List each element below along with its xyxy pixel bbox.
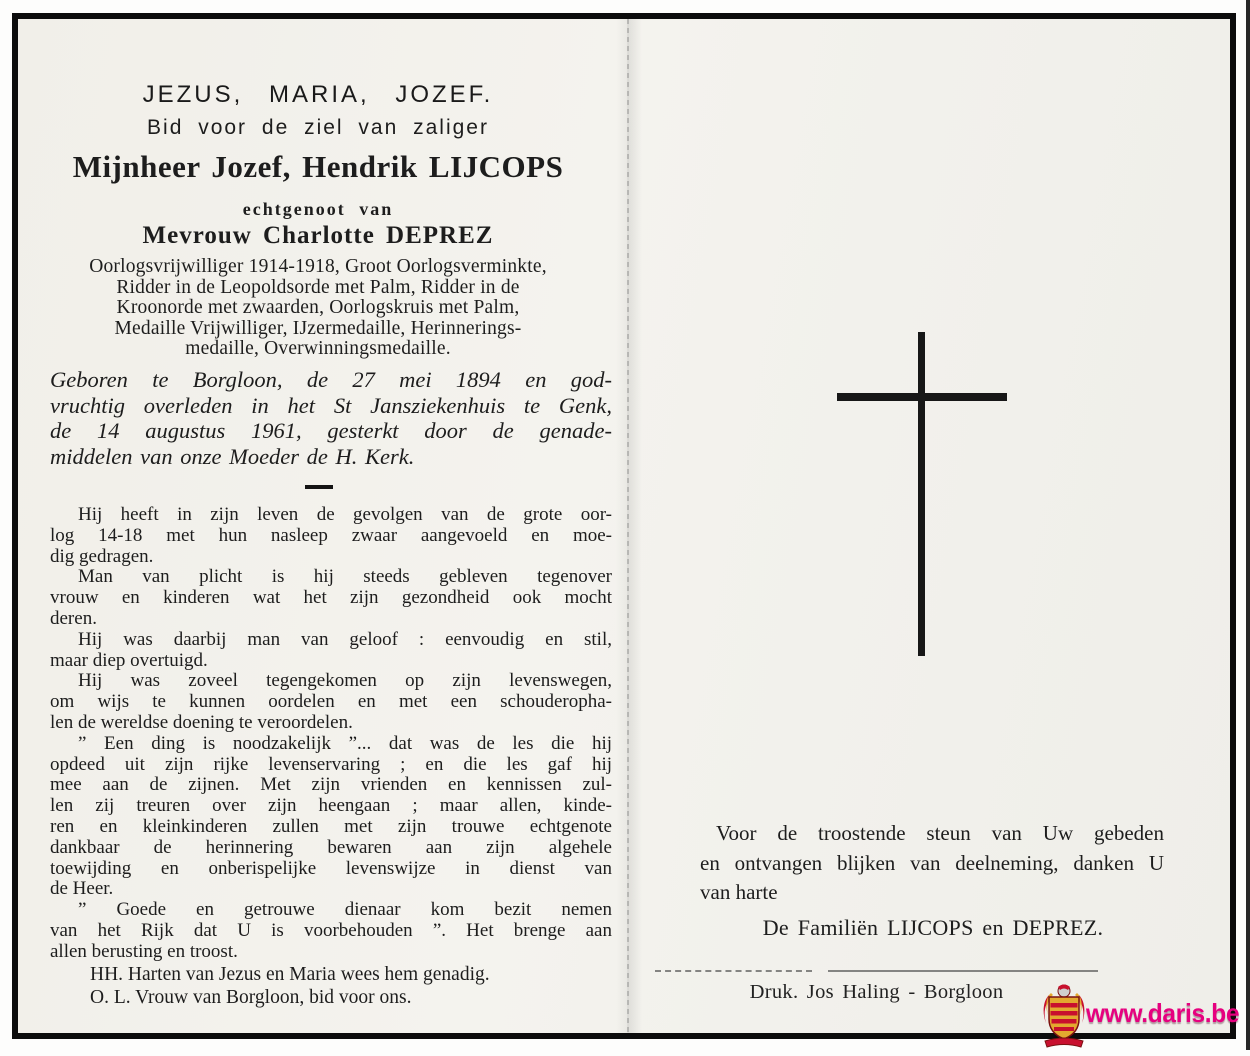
memorial-card [12, 13, 1236, 1039]
text-line: Medaille Vrijwilliger, IJzermedaille, Herinnerings- [114, 317, 522, 339]
text-line: Hij was zoveel tegengekomen op zijn levenswegen, [78, 670, 612, 692]
text-line: mee aan de zijnen. Met zijn vrienden en kennissen zul- [50, 774, 612, 796]
text-line: vruchtig overleden in het St Jansziekenhuis te Genk, [50, 392, 612, 418]
watermark-text: www.daris.be [1086, 998, 1240, 1028]
text-line: len de wereldse doening te veroordelen. [50, 711, 353, 733]
divider-dash [305, 485, 333, 489]
text-line: Hij heeft in zijn leven de gevolgen van de grote oor- [78, 504, 612, 525]
fold-line [627, 19, 629, 1033]
spouse-name: Mevrouw Charlotte DEPREZ [142, 222, 494, 249]
printer-rule-right [828, 970, 1098, 972]
text-line: len zij treuren over zijn heengaan ; maar allen, kinde- [50, 795, 612, 817]
thanks-paragraph [700, 819, 1164, 908]
scanner-edge-artifact [1246, 0, 1250, 1050]
body-paragraph [50, 505, 612, 567]
text-line: de Heer. [50, 878, 114, 900]
text-line: opdeed uit zijn rijke levenservaring ; en die les gaf hij [50, 753, 612, 775]
text-line: HH. Harten van Jezus en Maria wees hem genadig. [90, 964, 490, 985]
text-line: vrouw en kinderen wat het zijn gezondheid ook mocht [50, 587, 612, 609]
text-line: Man van plicht is hij steeds gebleven tegenover [78, 566, 612, 588]
text-line: om wijs te kunnen oordelen en met een schouderopha- [50, 691, 612, 713]
printer-rule-left [655, 970, 812, 972]
text-line: deren. [50, 607, 97, 629]
body-paragraph [50, 567, 612, 629]
text-line: allen berusting en troost. [50, 940, 238, 962]
text-line: Kroonorde met zwaarden, Oorlogskruis met Palm, [116, 297, 520, 318]
text-line: log 14-18 met hun nasleep zwaar aangevoeld en moe- [50, 524, 612, 546]
text-line: de 14 augustus 1961, gesterkt door de genade- [50, 418, 612, 443]
invocation-line: JEZUS, MARIA, JOZEF. [142, 81, 494, 108]
text-line: ” Goede en getrouwe dienaar kom bezit nemen [78, 899, 612, 921]
text-line: Voor de troostende steun van Uw gebeden [716, 821, 1164, 845]
prayer-subtitle: Bid voor de ziel van zaliger [147, 116, 489, 139]
birth-death-paragraph [50, 367, 612, 469]
text-line: medaille, Overwinningsmedaille. [185, 338, 451, 359]
honors-paragraph [38, 257, 598, 360]
body-paragraph [50, 734, 612, 900]
text-line: O. L. Vrouw van Borgloon, bid voor ons. [90, 987, 412, 1008]
body-paragraph [50, 630, 612, 672]
closing-invocations [90, 963, 610, 1009]
body-paragraph [50, 900, 612, 962]
text-line: Geboren te Borgloon, de 27 mei 1894 en god- [50, 367, 612, 392]
text-line: dig gedragen. [50, 545, 154, 567]
text-line: en ontvangen blijken van deelneming, danken U [700, 850, 1164, 875]
text-line: middelen van onze Moeder de H. Kerk. [50, 443, 415, 469]
text-line: van het Rijk dat U is voorbehouden ”. Het brenge aan [50, 919, 612, 941]
text-line: dankbaar de herinnering bewaren aan zijn algehele [50, 836, 612, 858]
obituary-body [50, 505, 612, 963]
relation-label: echtgenoot van [242, 199, 394, 219]
fold-shadow [616, 19, 642, 1033]
text-line: van harte [700, 880, 778, 904]
deceased-name: Mijnheer Jozef, Hendrik LIJCOPS [72, 149, 564, 184]
text-line: Ridder in de Leopoldsorde met Palm, Ridder in de [116, 276, 520, 298]
text-line: ren en kleinkinderen zullen met zijn trouwe echtgenote [50, 815, 612, 837]
families-line: De Familiën LIJCOPS en DEPREZ. [762, 915, 1104, 940]
text-line: ” Een ding is noodzakelijk ”... dat was de les die hij [78, 732, 612, 754]
text-line: Hij was daarbij man van geloof : eenvoudig en stil, [78, 628, 612, 650]
cross-vertical-bar [918, 332, 925, 656]
text-line: toewijding en onberispelijke levenswijze in dienst van [50, 857, 612, 879]
cross-horizontal-bar [837, 393, 1007, 401]
text-line: Oorlogsvrijwilliger 1914-1918, Groot Oorlogsverminkte, [89, 256, 547, 277]
body-paragraph [50, 671, 612, 733]
daris-coat-of-arms-icon [1041, 983, 1087, 1056]
text-line: maar diep overtuigd. [50, 649, 208, 671]
printer-credit: Druk. Jos Haling - Borgloon [749, 981, 1004, 1003]
